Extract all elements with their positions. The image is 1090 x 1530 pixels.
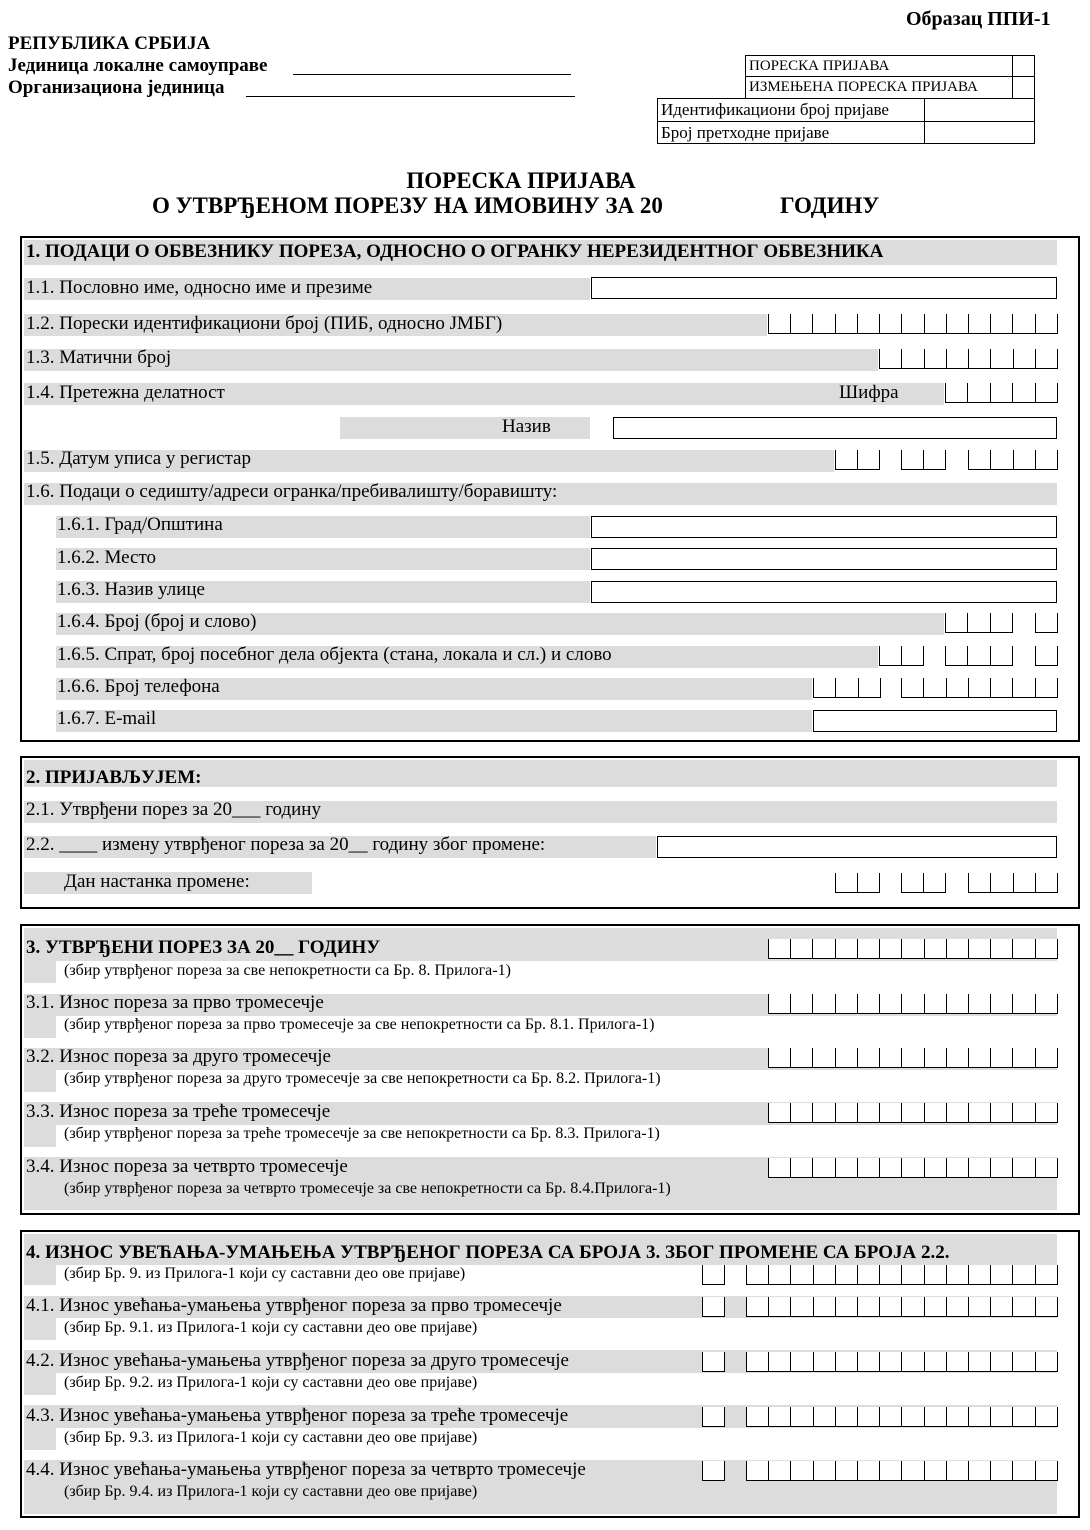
digit-cell[interactable] [1036,1461,1058,1480]
q2-tax-field[interactable] [768,1048,1058,1068]
digit-cell[interactable] [769,1297,791,1316]
digit-cell[interactable] [947,1461,969,1480]
digit-cell[interactable] [969,1265,991,1284]
label-3-2-sub: (збир утврђеног пореза за друго тромесечје за све непокретности са Бр. 8.2. Прилога-1) [64,1070,661,1087]
digit-cell[interactable] [902,1407,924,1426]
digit-cell[interactable] [791,1297,813,1316]
label-3-4-sub: (збир утврђеног пореза за четврто тромесечје за све непокретности са Бр. 8.4.Прилога-1) [64,1180,671,1197]
digit-cell[interactable] [791,314,813,333]
digit-cell[interactable] [925,349,947,368]
label-1-4: 1.4. Претежна делатност [26,382,225,403]
label-1-6-7: 1.6.7. E-mail [57,708,157,729]
digit-cell[interactable] [902,450,924,469]
title-line2b: ГОДИНУ [780,193,880,218]
digit-cell[interactable] [1036,994,1058,1013]
label-1-2: 1.2. Порески идентификациони број (ПИБ, односно ЈМБГ) [26,313,503,334]
digit-cell[interactable] [880,1297,902,1316]
change-date-year[interactable] [968,873,1058,893]
digit-cell[interactable] [703,1265,725,1284]
digit-cell[interactable] [814,1297,836,1316]
digit-cell[interactable] [703,1407,725,1426]
label-2-1: 2.1. Утврђени порез за 20___ годину [26,799,321,820]
digit-cell[interactable] [991,450,1013,469]
digit-cell[interactable] [946,613,968,632]
digit-cell[interactable] [991,994,1013,1013]
digit-cell[interactable] [769,1048,791,1067]
digit-cell[interactable] [1013,1103,1035,1122]
q3-change-sign-field[interactable] [702,1407,725,1427]
digit-cell[interactable] [991,1297,1013,1316]
republic-label: РЕПУБЛИКА СРБИЈА [8,33,211,54]
digit-cell[interactable] [747,1352,769,1371]
digit-cell[interactable] [969,939,991,958]
digit-cell[interactable] [836,1103,858,1122]
digit-cell[interactable] [947,1297,969,1316]
tax-return-checkbox[interactable] [1014,58,1032,74]
label-1-6-3: 1.6.3. Назив улице [57,579,205,600]
digit-cell[interactable] [814,1265,836,1284]
digit-cell[interactable] [1036,349,1058,368]
q1-change-field[interactable] [746,1297,1058,1317]
digit-cell[interactable] [947,939,969,958]
digit-cell[interactable] [1013,383,1035,402]
digit-cell[interactable] [1036,678,1058,697]
digit-cell[interactable] [902,1265,924,1284]
digit-cell[interactable] [991,1265,1013,1284]
label-4-3-sub: (збир Бр. 9.3. из Прилога-1 који су саставни део ове пријаве) [64,1429,478,1446]
digit-cell[interactable] [1013,678,1035,697]
digit-cell[interactable] [836,939,858,958]
digit-cell[interactable] [924,450,946,469]
id-number-field[interactable] [926,100,1032,119]
digit-cell[interactable] [1036,1103,1058,1122]
reg-date-month[interactable] [901,450,946,470]
digit-cell[interactable] [902,1048,924,1067]
digit-cell[interactable] [1036,1048,1058,1067]
label-3-1-sub: (збир утврђеног пореза за прво тромесечје за све непокретности са Бр. 8.1. Прилога-1) [64,1016,655,1033]
digit-cell[interactable] [791,939,813,958]
digit-cell[interactable] [1036,1265,1058,1284]
label-4-1-sub: (збир Бр. 9.1. из Прилога-1 који су саставни део ове пријаве) [64,1319,478,1336]
section-3-heading: 3. УТВРЂЕНИ ПОРЕЗ ЗА 20__ ГОДИНУ [26,937,381,958]
digit-cell[interactable] [925,314,947,333]
digit-cell[interactable] [836,994,858,1013]
digit-cell[interactable] [703,1461,725,1480]
digit-cell[interactable] [858,1407,880,1426]
label-4-4-sub: (збир Бр. 9.4. из Прилога-1 који су саставни део ове пријаве) [64,1483,478,1500]
digit-cell[interactable] [902,1103,924,1122]
digit-cell[interactable] [947,678,969,697]
digit-cell[interactable] [991,613,1013,632]
q4-tax-field[interactable] [768,1158,1058,1178]
label-3-2: 3.2. Износ пореза за друго тромесечје [26,1046,331,1067]
digit-cell[interactable] [880,1461,902,1480]
q2-change-sign-field[interactable] [702,1352,725,1372]
digit-cell[interactable] [814,1352,836,1371]
digit-cell[interactable] [991,383,1013,402]
section-4-heading-sub: (збир Бр. 9. из Прилога-1 који су саставни део ове пријаве) [64,1265,466,1282]
digit-cell[interactable] [703,1352,725,1371]
digit-cell[interactable] [858,1461,880,1480]
digit-cell[interactable] [1014,349,1036,368]
digit-cell[interactable] [791,1158,813,1177]
digit-cell[interactable] [969,314,991,333]
digit-cell[interactable] [836,1461,858,1480]
label-1-3: 1.3. Матични број [26,347,172,368]
digit-cell[interactable] [991,1352,1013,1371]
digit-cell[interactable] [813,939,835,958]
digit-cell[interactable] [969,450,991,469]
digit-cell[interactable] [924,873,946,892]
title-line2a: О УТВРЂЕНОМ ПОРЕЗУ НА ИМОВИНУ ЗА 20 [152,193,663,218]
digit-cell[interactable] [969,1103,991,1122]
label-2-2: 2.2. ____ измену утврђеног пореза за 20__ годину због промене: [26,834,546,855]
digit-cell[interactable] [1013,1297,1035,1316]
digit-cell[interactable] [1014,873,1036,892]
digit-cell[interactable] [1036,1297,1058,1316]
digit-cell[interactable] [925,1158,947,1177]
section-4-heading: 4. ИЗНОС УВЕЋАЊА-УМАЊЕЊА УТВРЂЕНОГ ПОРЕЗА СА БРОЈА 3. ЗБОГ ПРОМЕНЕ СА БРОЈА 2.2. [26,1242,950,1263]
digit-cell[interactable] [1036,1407,1058,1426]
label-3-4: 3.4. Износ пореза за четврто тромесечје [26,1156,348,1177]
digit-cell[interactable] [947,1048,969,1067]
phone-number-field[interactable] [901,678,1058,698]
pib-field[interactable] [768,314,1058,334]
label-1-6-2: 1.6.2. Место [57,547,157,568]
digit-cell[interactable] [880,646,902,665]
local-unit-line[interactable] [293,74,571,75]
label-1-6-6: 1.6.6. Број телефона [57,676,220,697]
label-3-1: 3.1. Износ пореза за прво тромесечје [26,992,324,1013]
activity-name-label: Назив [502,416,551,437]
label-3-3: 3.3. Износ пореза за треће тромесечје [26,1101,331,1122]
digit-cell[interactable] [947,349,969,368]
digit-cell[interactable] [991,678,1013,697]
digit-cell[interactable] [969,1352,991,1371]
digit-cell[interactable] [968,383,990,402]
digit-cell[interactable] [813,1158,835,1177]
digit-cell[interactable] [769,1265,791,1284]
digit-cell[interactable] [902,1461,924,1480]
q4-change-sign-field[interactable] [702,1461,725,1481]
digit-cell[interactable] [947,314,969,333]
digit-cell[interactable] [969,1461,991,1480]
digit-cell[interactable] [880,1048,902,1067]
digit-cell[interactable] [946,646,968,665]
digit-cell[interactable] [1036,646,1058,665]
digit-cell[interactable] [769,314,791,333]
digit-cell[interactable] [880,1265,902,1284]
digit-cell[interactable] [1036,1352,1058,1371]
digit-cell[interactable] [968,646,990,665]
digit-cell[interactable] [925,994,947,1013]
digit-cell[interactable] [769,1352,791,1371]
unit-letter-field[interactable] [1035,646,1058,666]
digit-cell[interactable] [925,1103,947,1122]
digit-cell[interactable] [813,1048,835,1067]
digit-cell[interactable] [791,1265,813,1284]
section-3-heading-sub: (збир утврђеног пореза за све непокретности са Бр. 8. Прилога-1) [64,962,511,979]
digit-cell[interactable] [836,873,858,892]
digit-cell[interactable] [769,939,791,958]
total-change-sign-field[interactable] [702,1265,725,1285]
previous-number-label: Број претходне пријаве [661,123,830,142]
digit-cell[interactable] [991,646,1013,665]
digit-cell[interactable] [1036,383,1058,402]
q1-change-sign-field[interactable] [702,1297,725,1317]
digit-cell[interactable] [991,1103,1013,1122]
digit-cell[interactable] [1013,1461,1035,1480]
digit-cell[interactable] [858,1265,880,1284]
label-3-3-sub: (збир утврђеног пореза за треће тромесечје за све непокретности са Бр. 8.3. Прилога-1) [64,1125,660,1142]
digit-cell[interactable] [880,994,902,1013]
digit-cell[interactable] [902,1158,924,1177]
digit-cell[interactable] [836,1352,858,1371]
section-2-heading: 2. ПРИЈАВЉУЈЕМ: [26,767,202,788]
label-4-2: 4.2. Износ увећања-умањења утврђеног пореза за друго тромесечје [26,1350,569,1371]
place-field[interactable] [591,548,1057,570]
digit-cell[interactable] [1013,939,1035,958]
label-4-2-sub: (збир Бр. 9.2. из Прилога-1 који су саставни део ове пријаве) [64,1374,478,1391]
digit-cell[interactable] [947,1352,969,1371]
q2-change-field[interactable] [746,1352,1058,1372]
digit-cell[interactable] [925,1048,947,1067]
amended-return-checkbox[interactable] [1014,79,1032,95]
digit-cell[interactable] [791,1461,813,1480]
digit-cell[interactable] [836,450,858,469]
digit-cell[interactable] [858,1103,880,1122]
amended-return-label: ИЗМЕЊЕНА ПОРЕСКА ПРИЈАВА [749,79,978,95]
digit-cell[interactable] [1036,450,1058,469]
digit-cell[interactable] [902,939,924,958]
digit-cell[interactable] [925,1461,947,1480]
section-1-heading: 1. ПОДАЦИ О ОБВЕЗНИКУ ПОРЕЗА, ОДНОСНО О ОГРАНКУ НЕРЕЗИДЕНТНОГ ОБВЕЗНИКА [26,241,884,262]
code-label: Шифра [839,382,899,403]
digit-cell[interactable] [880,1103,902,1122]
tax-return-label: ПОРЕСКА ПРИЈАВА [749,58,890,74]
digit-cell[interactable] [747,1265,769,1284]
digit-cell[interactable] [880,939,902,958]
digit-cell[interactable] [991,939,1013,958]
digit-cell[interactable] [1013,1048,1035,1067]
change-date-day[interactable] [835,873,880,893]
digit-cell[interactable] [836,1048,858,1067]
digit-cell[interactable] [1013,1407,1035,1426]
digit-cell[interactable] [813,994,835,1013]
digit-cell[interactable] [925,1407,947,1426]
digit-cell[interactable] [968,613,990,632]
digit-cell[interactable] [858,873,880,892]
digit-cell[interactable] [969,678,991,697]
business-name-field[interactable] [591,277,1057,299]
org-unit-label: Организациона јединица [8,77,225,98]
digit-cell[interactable] [836,1407,858,1426]
digit-cell[interactable] [902,1297,924,1316]
digit-cell[interactable] [858,314,880,333]
digit-cell[interactable] [836,314,858,333]
digit-cell[interactable] [836,1158,858,1177]
digit-cell[interactable] [947,1407,969,1426]
unit-number-field[interactable] [945,646,1013,666]
q1-tax-field[interactable] [768,994,1058,1014]
digit-cell[interactable] [814,1407,836,1426]
digit-cell[interactable] [902,678,924,697]
reg-date-year[interactable] [968,450,1058,470]
house-number-field[interactable] [945,613,1013,633]
digit-cell[interactable] [880,314,902,333]
digit-cell[interactable] [880,1352,902,1371]
digit-cell[interactable] [813,314,835,333]
digit-cell[interactable] [947,1103,969,1122]
digit-cell[interactable] [969,994,991,1013]
city-field[interactable] [591,516,1057,538]
change-description-field[interactable] [657,836,1057,858]
local-unit-label: Јединица локалне самоуправе [8,55,268,76]
digit-cell[interactable] [1013,1352,1035,1371]
digit-cell[interactable] [814,1461,836,1480]
digit-cell[interactable] [969,349,991,368]
digit-cell[interactable] [813,1103,835,1122]
digit-cell[interactable] [747,1297,769,1316]
digit-cell[interactable] [969,1048,991,1067]
digit-cell[interactable] [747,1407,769,1426]
digit-cell[interactable] [858,939,880,958]
floor-field[interactable] [879,646,924,666]
label-1-6-1: 1.6.1. Град/Општина [57,514,223,535]
digit-cell[interactable] [947,1265,969,1284]
digit-cell[interactable] [902,646,924,665]
digit-cell[interactable] [858,450,880,469]
change-date-label: Дан настанка промене: [64,871,250,892]
digit-cell[interactable] [858,1297,880,1316]
digit-cell[interactable] [991,1407,1013,1426]
title-line1: ПОРЕСКА ПРИЈАВА [406,168,636,193]
label-1-1: 1.1. Пословно име, односно име и презиме [26,277,373,298]
digit-cell[interactable] [791,1407,813,1426]
digit-cell[interactable] [791,1048,813,1067]
digit-cell[interactable] [791,994,813,1013]
digit-cell[interactable] [991,349,1013,368]
digit-cell[interactable] [769,1103,791,1122]
digit-cell[interactable] [1036,314,1058,333]
reg-date-day[interactable] [835,450,880,470]
total-change-field[interactable] [746,1265,1058,1285]
q3-change-field[interactable] [746,1407,1058,1427]
digit-cell[interactable] [1036,939,1058,958]
digit-cell[interactable] [791,1103,813,1122]
label-4-3: 4.3. Износ увећања-умањења утврђеног пореза за треће тромесечје [26,1405,569,1426]
activity-code-field[interactable] [945,383,1058,403]
label-1-5: 1.5. Датум уписа у регистар [26,448,251,469]
registration-number-field[interactable] [879,349,1058,369]
digit-cell[interactable] [747,1461,769,1480]
digit-cell[interactable] [969,1158,991,1177]
digit-cell[interactable] [836,1265,858,1284]
digit-cell[interactable] [902,994,924,1013]
digit-cell[interactable] [814,678,836,697]
digit-cell[interactable] [880,1158,902,1177]
form-code: Образац ППИ-1 [906,8,1051,30]
digit-cell[interactable] [925,1352,947,1371]
digit-cell[interactable] [947,994,969,1013]
digit-cell[interactable] [880,1407,902,1426]
digit-cell[interactable] [836,1297,858,1316]
digit-cell[interactable] [1036,613,1058,632]
digit-cell[interactable] [769,1158,791,1177]
digit-cell[interactable] [924,678,946,697]
digit-cell[interactable] [1014,450,1036,469]
change-date-month[interactable] [901,873,946,893]
digit-cell[interactable] [991,314,1013,333]
digit-cell[interactable] [859,678,881,697]
digit-cell[interactable] [947,1158,969,1177]
digit-cell[interactable] [858,1158,880,1177]
digit-cell[interactable] [836,678,858,697]
digit-cell[interactable] [769,1461,791,1480]
digit-cell[interactable] [991,1461,1013,1480]
digit-cell[interactable] [991,1158,1013,1177]
digit-cell[interactable] [946,383,968,402]
digit-cell[interactable] [1013,1158,1035,1177]
digit-cell[interactable] [969,1297,991,1316]
digit-cell[interactable] [925,1265,947,1284]
total-tax-field[interactable] [768,939,1058,959]
digit-cell[interactable] [991,873,1013,892]
label-1-6-5: 1.6.5. Спрат, број посебног дела објекта (стана, локала и сл.) и слово [57,644,612,665]
digit-cell[interactable] [769,994,791,1013]
digit-cell[interactable] [1013,314,1035,333]
digit-cell[interactable] [858,1048,880,1067]
activity-name-field[interactable] [613,417,1057,439]
house-letter-field[interactable] [1035,613,1058,633]
previous-number-field[interactable] [926,123,1032,142]
phone-prefix-field[interactable] [813,678,881,698]
digit-cell[interactable] [902,873,924,892]
digit-cell[interactable] [902,314,924,333]
label-1-6: 1.6. Подаци о седишту/адреси огранка/пребивалишту/боравишту: [26,481,558,502]
digit-cell[interactable] [1013,1265,1035,1284]
digit-cell[interactable] [902,1352,924,1371]
digit-cell[interactable] [1036,873,1058,892]
digit-cell[interactable] [880,349,902,368]
digit-cell[interactable] [791,1352,813,1371]
digit-cell[interactable] [902,349,924,368]
org-unit-line[interactable] [246,96,575,97]
digit-cell[interactable] [1013,994,1035,1013]
digit-cell[interactable] [769,1407,791,1426]
digit-cell[interactable] [925,1297,947,1316]
email-field[interactable] [813,710,1057,732]
label-1-6-4: 1.6.4. Број (број и слово) [57,611,257,632]
digit-cell[interactable] [969,1407,991,1426]
digit-cell[interactable] [1036,1158,1058,1177]
label-4-1: 4.1. Износ увећања-умањења утврђеног пореза за прво тромесечје [26,1295,562,1316]
q4-change-field[interactable] [746,1461,1058,1481]
digit-cell[interactable] [703,1297,725,1316]
id-box [657,98,1035,144]
return-type-box [745,55,1035,99]
digit-cell[interactable] [858,1352,880,1371]
street-field[interactable] [591,581,1057,603]
digit-cell[interactable] [969,873,991,892]
digit-cell[interactable] [858,994,880,1013]
q3-tax-field[interactable] [768,1103,1058,1123]
label-4-4: 4.4. Износ увећања-умањења утврђеног пореза за четврто тромесечје [26,1459,586,1480]
digit-cell[interactable] [991,1048,1013,1067]
id-number-label: Идентификациони број пријаве [661,100,889,119]
digit-cell[interactable] [925,939,947,958]
